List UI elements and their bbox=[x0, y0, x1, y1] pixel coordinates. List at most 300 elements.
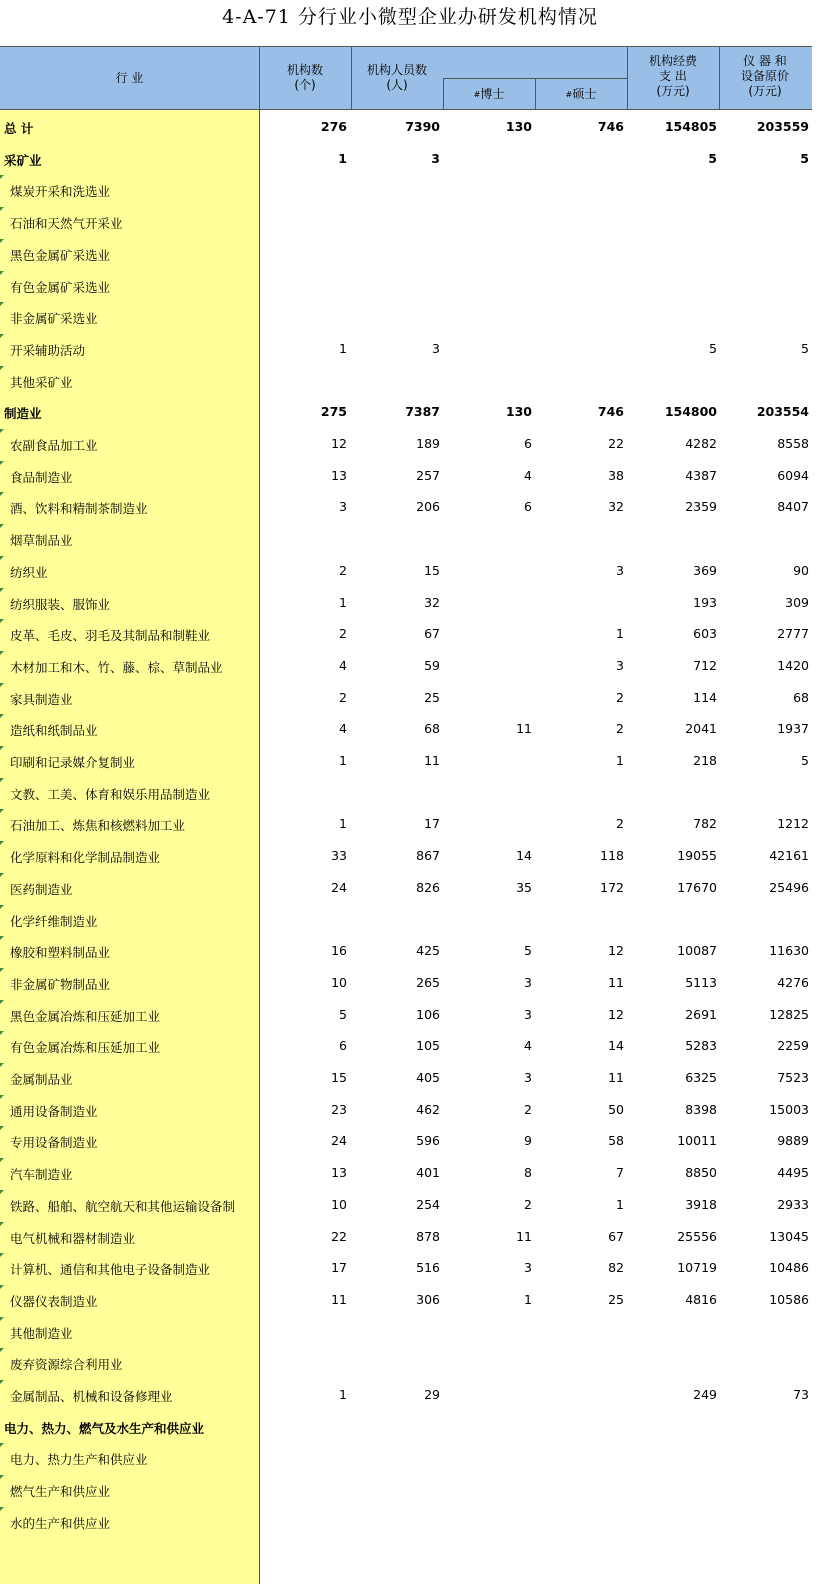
value-cell: 22 bbox=[608, 436, 624, 451]
header-equipment-unit: (万元) bbox=[748, 84, 782, 98]
value-cell: 118 bbox=[600, 848, 624, 864]
table-row bbox=[0, 300, 812, 332]
value-cell: 1 bbox=[339, 594, 347, 610]
value-cell: 68 bbox=[424, 721, 440, 737]
value-cell: 5 bbox=[524, 943, 532, 959]
value-cell: 5113 bbox=[685, 974, 717, 990]
value-cell: 17 bbox=[331, 1260, 347, 1276]
cell-marker-icon bbox=[0, 556, 4, 560]
value-cell: 105 bbox=[416, 1038, 440, 1054]
table-row bbox=[0, 1093, 812, 1125]
value-cell: 10011 bbox=[677, 1133, 717, 1149]
value-cell: 2933 bbox=[777, 1196, 809, 1212]
industry-label: 皮革、毛皮、羽毛及其制品和制鞋业 bbox=[10, 628, 211, 644]
industry-label: 有色金属矿采选业 bbox=[10, 279, 111, 295]
cell-marker-icon bbox=[0, 1380, 4, 1384]
industry-label: 其他采矿业 bbox=[10, 374, 73, 390]
industry-label: 电气机械和器材制造业 bbox=[10, 1230, 136, 1246]
cell-marker-icon bbox=[0, 1126, 4, 1130]
value-cell: 516 bbox=[416, 1260, 440, 1276]
industry-label: 通用设备制造业 bbox=[10, 1103, 98, 1119]
industry-label: 化学纤维制造业 bbox=[10, 913, 98, 929]
value-cell: 218 bbox=[693, 753, 717, 768]
industry-label: 医药制造业 bbox=[10, 881, 73, 897]
cell-marker-icon bbox=[0, 1095, 4, 1099]
industry-label: 汽车制造业 bbox=[10, 1167, 73, 1183]
industry-label: 食品制造业 bbox=[10, 469, 73, 485]
value-cell: 17670 bbox=[677, 879, 717, 895]
table-row bbox=[0, 364, 812, 396]
value-cell: 68 bbox=[793, 689, 809, 705]
value-cell: 11630 bbox=[769, 943, 809, 959]
cell-marker-icon bbox=[0, 302, 4, 306]
industry-label: 纺织服装、服饰业 bbox=[10, 596, 111, 612]
table-row bbox=[0, 205, 812, 237]
page-title: 4-A-71 分行业小微型企业办研发机构情况 bbox=[222, 6, 598, 28]
header-phd-mark: # bbox=[473, 90, 481, 99]
value-cell: 11 bbox=[331, 1291, 347, 1307]
industry-label: 计算机、通信和其他电子设备制造业 bbox=[10, 1262, 211, 1278]
value-cell: 8558 bbox=[777, 436, 809, 451]
value-cell: 58 bbox=[608, 1133, 624, 1149]
value-cell: 189 bbox=[416, 436, 440, 451]
value-cell: 265 bbox=[416, 974, 440, 990]
header-phd bbox=[443, 87, 535, 102]
cell-marker-icon bbox=[0, 1222, 4, 1226]
value-cell: 13 bbox=[331, 1165, 347, 1181]
value-cell: 38 bbox=[608, 467, 624, 483]
table-row bbox=[0, 522, 812, 554]
value-cell: 203559 bbox=[756, 119, 809, 134]
value-cell: 782 bbox=[693, 816, 717, 832]
value-cell: 7387 bbox=[405, 404, 440, 420]
industry-label: 文教、工美、体育和娱乐用品制造业 bbox=[10, 786, 211, 802]
value-cell: 11 bbox=[424, 753, 440, 768]
table-row bbox=[0, 1346, 812, 1378]
industry-label: 废弃资源综合利用业 bbox=[10, 1357, 123, 1373]
value-cell: 2 bbox=[339, 689, 347, 705]
header-phd-label: 博士 bbox=[480, 87, 505, 101]
cell-marker-icon bbox=[0, 841, 4, 845]
table-row bbox=[0, 1061, 812, 1093]
value-cell: 249 bbox=[693, 1387, 717, 1402]
table-row bbox=[0, 617, 812, 649]
table-row bbox=[0, 966, 812, 998]
value-cell: 4495 bbox=[777, 1165, 809, 1181]
table-row bbox=[0, 586, 812, 618]
value-cell: 10 bbox=[331, 974, 347, 990]
value-cell: 254 bbox=[416, 1196, 440, 1212]
table-row bbox=[0, 903, 812, 935]
value-cell: 73 bbox=[793, 1387, 809, 1402]
value-cell: 9889 bbox=[777, 1133, 809, 1149]
value-cell: 3 bbox=[524, 1070, 532, 1085]
value-cell: 11 bbox=[516, 721, 532, 737]
value-cell: 1 bbox=[339, 816, 347, 832]
industry-label: 电力、热力生产和供应业 bbox=[10, 1452, 148, 1468]
value-cell: 3 bbox=[431, 150, 440, 166]
value-cell: 130 bbox=[505, 119, 532, 134]
cell-marker-icon bbox=[0, 1443, 4, 1447]
table-row bbox=[0, 1156, 812, 1188]
value-cell: 67 bbox=[608, 1228, 624, 1244]
value-cell: 2359 bbox=[685, 499, 717, 515]
table-row bbox=[0, 490, 812, 522]
value-cell: 25496 bbox=[769, 879, 809, 895]
industry-label: 非金属矿采选业 bbox=[10, 311, 98, 327]
value-cell: 13045 bbox=[769, 1228, 809, 1244]
cell-marker-icon bbox=[0, 175, 4, 179]
table-row bbox=[0, 871, 812, 903]
value-cell: 878 bbox=[416, 1228, 440, 1244]
industry-label: 烟草制品业 bbox=[10, 533, 73, 549]
value-cell: 867 bbox=[416, 848, 440, 864]
value-cell: 22 bbox=[331, 1228, 347, 1244]
value-cell: 25556 bbox=[677, 1228, 717, 1244]
value-cell: 4 bbox=[339, 721, 347, 737]
value-cell: 154800 bbox=[664, 404, 717, 420]
cell-marker-icon bbox=[0, 271, 4, 275]
header-expense-line2: 支 出 bbox=[659, 69, 687, 83]
header-inst-count-unit: (个) bbox=[294, 78, 316, 92]
header-master bbox=[535, 87, 627, 102]
industry-label: 黑色金属矿采选业 bbox=[10, 247, 111, 263]
value-cell: 5 bbox=[339, 1006, 347, 1022]
value-cell: 1937 bbox=[777, 721, 809, 737]
header-subdivider bbox=[443, 78, 627, 79]
value-cell: 3 bbox=[524, 974, 532, 990]
table-row bbox=[0, 142, 812, 174]
cell-marker-icon bbox=[0, 588, 4, 592]
header-inst-count-label: 机构数 bbox=[286, 63, 323, 77]
value-cell: 114 bbox=[693, 689, 717, 705]
value-cell: 33 bbox=[331, 848, 347, 864]
value-cell: 1 bbox=[338, 150, 347, 166]
table-row bbox=[0, 934, 812, 966]
value-cell: 4816 bbox=[685, 1291, 717, 1307]
table-row bbox=[0, 776, 812, 808]
industry-label: 制造业 bbox=[4, 406, 42, 422]
value-cell: 172 bbox=[600, 879, 624, 895]
value-cell: 154805 bbox=[664, 119, 717, 134]
header-divider bbox=[443, 78, 444, 109]
value-cell: 10 bbox=[331, 1196, 347, 1212]
table-row bbox=[0, 744, 812, 776]
cell-marker-icon bbox=[0, 746, 4, 750]
table-row bbox=[0, 1251, 812, 1283]
header-equipment-line1: 仪 器 和 bbox=[743, 54, 787, 68]
table-row bbox=[0, 269, 812, 301]
industry-label: 其他制造业 bbox=[10, 1325, 73, 1341]
value-cell: 67 bbox=[424, 626, 440, 642]
value-cell: 5 bbox=[801, 753, 809, 768]
header-staff bbox=[351, 63, 443, 93]
header-divider bbox=[351, 47, 352, 109]
value-cell: 3 bbox=[432, 340, 440, 356]
value-cell: 1 bbox=[616, 626, 624, 642]
industry-label: 仪器仪表制造业 bbox=[10, 1293, 98, 1309]
cell-marker-icon bbox=[0, 524, 4, 528]
industry-label: 木材加工和木、竹、藤、棕、草制品业 bbox=[10, 659, 223, 675]
value-cell: 10087 bbox=[677, 943, 717, 959]
table-row bbox=[0, 427, 812, 459]
value-cell: 4 bbox=[524, 467, 532, 483]
value-cell: 206 bbox=[416, 499, 440, 515]
value-cell: 82 bbox=[608, 1260, 624, 1276]
industry-label: 印刷和记录媒介复制业 bbox=[10, 755, 136, 770]
industry-label: 煤炭开采和洗选业 bbox=[10, 184, 111, 200]
value-cell: 3 bbox=[339, 499, 347, 515]
value-cell: 106 bbox=[416, 1006, 440, 1022]
value-cell: 11 bbox=[608, 1070, 624, 1085]
industry-label: 农副食品加工业 bbox=[10, 438, 98, 453]
value-cell: 2777 bbox=[777, 626, 809, 642]
table-row bbox=[0, 1220, 812, 1252]
value-cell: 4387 bbox=[685, 467, 717, 483]
industry-label: 非金属矿物制品业 bbox=[10, 976, 111, 992]
cell-marker-icon bbox=[0, 683, 4, 687]
table-row bbox=[0, 1029, 812, 1061]
value-cell: 3 bbox=[616, 562, 624, 578]
value-cell: 746 bbox=[597, 119, 624, 134]
value-cell: 6 bbox=[339, 1038, 347, 1054]
value-cell: 25 bbox=[608, 1291, 624, 1307]
cell-marker-icon bbox=[0, 905, 4, 909]
header-divider bbox=[259, 47, 260, 109]
value-cell: 8398 bbox=[685, 1101, 717, 1117]
header-divider bbox=[719, 47, 720, 109]
table-row bbox=[0, 395, 812, 427]
cell-marker-icon bbox=[0, 651, 4, 655]
industry-label: 家具制造业 bbox=[10, 691, 73, 707]
cell-marker-icon bbox=[0, 1000, 4, 1004]
table-row bbox=[0, 459, 812, 491]
value-cell: 11 bbox=[608, 974, 624, 990]
value-cell: 712 bbox=[693, 657, 717, 673]
industry-label: 有色金属冶炼和压延加工业 bbox=[10, 1040, 161, 1056]
cell-marker-icon bbox=[0, 207, 4, 211]
value-cell: 4 bbox=[339, 657, 347, 673]
value-cell: 11 bbox=[516, 1228, 532, 1244]
cell-marker-icon bbox=[0, 1190, 4, 1194]
value-cell: 7390 bbox=[405, 119, 440, 134]
header-master-label: 硕士 bbox=[572, 87, 597, 101]
header-divider bbox=[535, 78, 536, 109]
industry-label: 水的生产和供应业 bbox=[10, 1515, 111, 1531]
header-industry: 行 业 bbox=[115, 71, 144, 85]
value-cell: 15 bbox=[331, 1070, 347, 1085]
value-cell: 2 bbox=[524, 1196, 532, 1212]
value-cell: 826 bbox=[416, 879, 440, 895]
value-cell: 1 bbox=[524, 1291, 532, 1307]
industry-label: 金属制品、机械和设备修理业 bbox=[10, 1389, 173, 1404]
cell-marker-icon bbox=[0, 778, 4, 782]
industry-label: 燃气生产和供应业 bbox=[10, 1484, 111, 1500]
cell-marker-icon bbox=[0, 1317, 4, 1321]
cell-marker-icon bbox=[0, 492, 4, 496]
value-cell: 603 bbox=[693, 626, 717, 642]
value-cell: 596 bbox=[416, 1133, 440, 1149]
table-row bbox=[0, 554, 812, 586]
table-row bbox=[0, 681, 812, 713]
value-cell: 2 bbox=[616, 721, 624, 737]
value-cell: 8407 bbox=[777, 499, 809, 515]
value-cell: 257 bbox=[416, 467, 440, 483]
header-expense-unit: (万元) bbox=[656, 84, 690, 98]
header-staff-label: 机构人员数 bbox=[366, 63, 427, 77]
value-cell: 2691 bbox=[685, 1006, 717, 1022]
value-cell: 1420 bbox=[777, 657, 809, 673]
value-cell: 10586 bbox=[769, 1291, 809, 1307]
cell-marker-icon bbox=[0, 619, 4, 623]
value-cell: 14 bbox=[516, 848, 532, 864]
value-cell: 2 bbox=[339, 562, 347, 578]
value-cell: 4 bbox=[524, 1038, 532, 1054]
value-cell: 50 bbox=[608, 1101, 624, 1117]
value-cell: 10719 bbox=[677, 1260, 717, 1276]
value-cell: 12 bbox=[608, 943, 624, 959]
value-cell: 5 bbox=[708, 150, 717, 166]
value-cell: 193 bbox=[693, 594, 717, 610]
table-row bbox=[0, 1124, 812, 1156]
value-cell: 4276 bbox=[777, 974, 809, 990]
value-cell: 24 bbox=[331, 1133, 347, 1149]
cell-marker-icon bbox=[0, 239, 4, 243]
value-cell: 15003 bbox=[769, 1101, 809, 1117]
value-cell: 13 bbox=[331, 467, 347, 483]
table-row bbox=[0, 237, 812, 269]
industry-label: 总 计 bbox=[4, 121, 34, 136]
value-cell: 8850 bbox=[685, 1165, 717, 1181]
table-header bbox=[0, 46, 812, 110]
value-cell: 2 bbox=[524, 1101, 532, 1117]
table-row bbox=[0, 1410, 812, 1442]
industry-label: 电力、热力、燃气及水生产和供应业 bbox=[4, 1420, 205, 1436]
table-row bbox=[0, 1188, 812, 1220]
value-cell: 3918 bbox=[685, 1196, 717, 1212]
cell-marker-icon bbox=[0, 714, 4, 718]
table-row bbox=[0, 1441, 812, 1473]
value-cell: 1 bbox=[616, 753, 624, 768]
value-cell: 369 bbox=[693, 562, 717, 578]
value-cell: 14 bbox=[608, 1038, 624, 1054]
cell-marker-icon bbox=[0, 809, 4, 813]
table-row bbox=[0, 649, 812, 681]
cell-marker-icon bbox=[0, 1475, 4, 1479]
value-cell: 6 bbox=[524, 436, 532, 451]
header-master-mark: # bbox=[565, 90, 573, 99]
cell-marker-icon bbox=[0, 366, 4, 370]
value-cell: 12 bbox=[331, 436, 347, 451]
value-cell: 1212 bbox=[777, 816, 809, 832]
value-cell: 35 bbox=[516, 879, 532, 895]
value-cell: 2 bbox=[616, 689, 624, 705]
value-cell: 12 bbox=[608, 1006, 624, 1022]
value-cell: 2259 bbox=[777, 1038, 809, 1054]
value-cell: 405 bbox=[416, 1070, 440, 1085]
value-cell: 32 bbox=[424, 594, 440, 610]
value-cell: 7 bbox=[616, 1165, 624, 1181]
value-cell: 19055 bbox=[677, 848, 717, 864]
header-expense bbox=[627, 54, 719, 99]
cell-marker-icon bbox=[0, 968, 4, 972]
value-cell: 306 bbox=[416, 1291, 440, 1307]
table-row bbox=[0, 110, 812, 142]
header-equipment-line2: 设备原价 bbox=[740, 69, 789, 83]
cell-marker-icon bbox=[0, 1348, 4, 1352]
value-cell: 4282 bbox=[685, 436, 717, 451]
value-cell: 401 bbox=[416, 1165, 440, 1181]
industry-label: 化学原料和化学制品制造业 bbox=[10, 850, 161, 866]
cell-marker-icon bbox=[0, 873, 4, 877]
value-cell: 5283 bbox=[685, 1038, 717, 1054]
table-row bbox=[0, 332, 812, 364]
value-cell: 90 bbox=[793, 562, 809, 578]
industry-label: 黑色金属冶炼和压延加工业 bbox=[10, 1008, 161, 1024]
industry-label: 采矿业 bbox=[4, 152, 42, 168]
value-cell: 130 bbox=[505, 404, 532, 420]
value-cell: 8 bbox=[524, 1165, 532, 1181]
cell-marker-icon bbox=[0, 1031, 4, 1035]
table-row bbox=[0, 1378, 812, 1410]
table-row bbox=[0, 998, 812, 1030]
value-cell: 2 bbox=[616, 816, 624, 832]
value-cell: 3 bbox=[524, 1260, 532, 1276]
industry-label: 石油加工、炼焦和核燃料加工业 bbox=[10, 818, 186, 834]
industry-label: 金属制品业 bbox=[10, 1072, 73, 1087]
value-cell: 203554 bbox=[756, 404, 809, 420]
value-cell: 1 bbox=[339, 340, 347, 356]
cell-marker-icon bbox=[0, 429, 4, 433]
table-row bbox=[0, 1283, 812, 1315]
value-cell: 29 bbox=[424, 1387, 440, 1402]
cell-marker-icon bbox=[0, 461, 4, 465]
table-row bbox=[0, 807, 812, 839]
value-cell: 25 bbox=[424, 689, 440, 705]
value-cell: 309 bbox=[785, 594, 809, 610]
value-cell: 3 bbox=[616, 657, 624, 673]
value-cell: 3 bbox=[524, 1006, 532, 1022]
table-row bbox=[0, 173, 812, 205]
value-cell: 1 bbox=[339, 753, 347, 768]
cell-marker-icon bbox=[0, 1507, 4, 1511]
industry-label: 纺织业 bbox=[10, 564, 48, 580]
value-cell: 15 bbox=[424, 562, 440, 578]
table-row bbox=[0, 1505, 812, 1537]
table-row bbox=[0, 1315, 812, 1347]
value-cell: 276 bbox=[320, 119, 347, 134]
header-expense-line1: 机构经费 bbox=[648, 54, 697, 68]
industry-label: 铁路、船舶、航空航天和其他运输设备制 bbox=[10, 1198, 236, 1214]
value-cell: 59 bbox=[424, 657, 440, 673]
cell-marker-icon bbox=[0, 1158, 4, 1162]
industry-label: 开采辅助活动 bbox=[10, 342, 86, 358]
value-cell: 17 bbox=[424, 816, 440, 832]
header-inst-count bbox=[259, 63, 351, 93]
value-cell: 24 bbox=[331, 879, 347, 895]
header-divider bbox=[627, 47, 628, 109]
value-cell: 5 bbox=[709, 340, 717, 356]
table-row bbox=[0, 839, 812, 871]
value-cell: 462 bbox=[416, 1101, 440, 1117]
value-cell: 12825 bbox=[769, 1006, 809, 1022]
cell-marker-icon bbox=[0, 936, 4, 940]
table-row bbox=[0, 1473, 812, 1505]
header-equipment bbox=[719, 54, 811, 99]
value-cell: 275 bbox=[320, 404, 347, 420]
value-cell: 5 bbox=[801, 340, 809, 356]
header-staff-unit: (人) bbox=[386, 78, 408, 92]
